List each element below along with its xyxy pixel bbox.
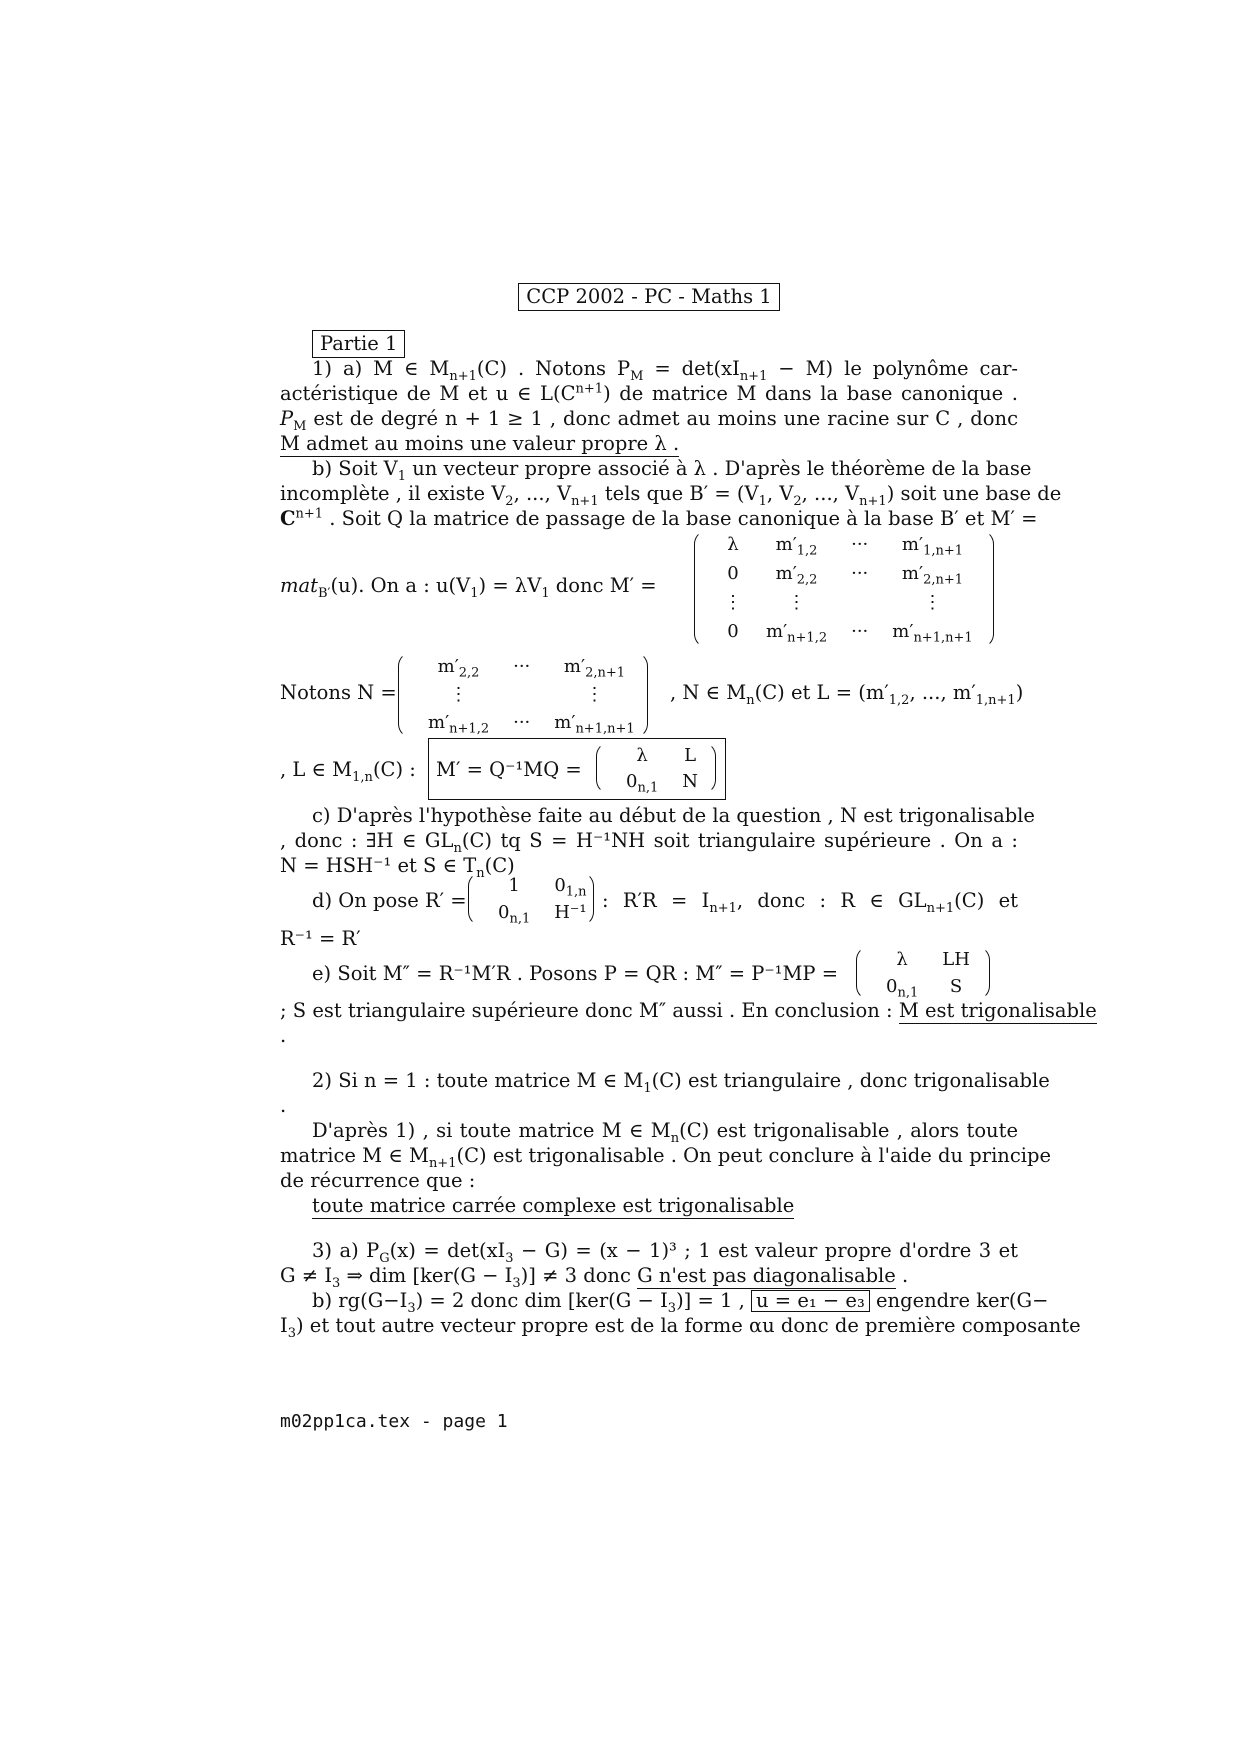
- matrix-cell: [839, 588, 880, 617]
- matrix-row: [712, 617, 985, 646]
- q2-line-3: D'après 1) , si toute matrice M ∈ $M_n(C)$ est trigonalisable , alors toute: [312, 1119, 1018, 1146]
- matrix-cell: 0: [727, 621, 739, 642]
- q3-line-4: $I_3$) et tout autre vecteur propre est de la forme αu donc de première composante: [280, 1314, 1081, 1341]
- matrix-cell: $m'_{1,n+1}$: [901, 534, 964, 559]
- q1b-line-5: Notons N =: [280, 681, 397, 704]
- matrix-cell: $m'_{n+1,2}$: [766, 621, 828, 646]
- q2-result: toute matrice carrée complexe est trigonalisable: [312, 1194, 795, 1217]
- matrix-cell: $0_{1,n}$: [554, 875, 587, 900]
- matrix-N: [398, 652, 648, 738]
- document-title: CCP 2002 - PC - Maths 1: [518, 283, 779, 311]
- matrix-cell: $m'_{n+1,n+1}$: [554, 711, 635, 737]
- q1a-line-1: 1) a) M ∈ $M_{n+1}(C)$ . Notons $P_M = \det(xI_{n+1} - M)$ le polynôme car-: [312, 357, 1018, 384]
- q3-line-1: 3) a) $P_G(x) = \det(xI_3 - G) = (x - 1)^3$ ; 1 est valeur propre d'ordre 3 et: [312, 1239, 1019, 1266]
- q1e-line-1: e) Soit M″ = R⁻¹M′R . Posons P = QR : M″ = P⁻¹MP =: [312, 962, 839, 985]
- q1a-line-3: $P_M$ est de degré n + 1 ≥ 1 , donc admet au moins une racine sur C , donc: [280, 407, 1018, 434]
- q1b-line-5-rest: , N ∈ $M_n(C)$ et $L = (m'_{1,2}$, ..., $m'_{1,n+1}$): [670, 681, 1024, 708]
- matrix-cell: ⋮: [787, 592, 806, 613]
- matrix-cell: λ: [636, 744, 648, 766]
- matrix-cell: ···: [513, 655, 531, 677]
- matrix-cell: ⋮: [923, 592, 942, 613]
- q1d-line-1: d) On pose R′ =: [312, 889, 467, 912]
- matrix-row: [614, 768, 710, 794]
- matrix-cell: LH: [942, 949, 970, 970]
- matrix-cell: $m'_{2,n+1}$: [563, 655, 626, 681]
- q2-line-2: .: [280, 1094, 287, 1117]
- matrix-row: [614, 742, 710, 768]
- q1b-line-6: , L ∈ $M_{1,n}(C)$ :: [280, 758, 416, 785]
- matrix-cell: $m'_{2,2}$: [437, 655, 480, 681]
- matrix-cell: ···: [851, 534, 869, 555]
- matrix-row: [874, 946, 982, 973]
- matrix-cell: λ: [727, 534, 739, 555]
- matrix-cell: $0_{n,1}$: [886, 976, 919, 1001]
- matrix-cell: $m'_{n+1,2}$: [428, 711, 490, 737]
- q1c-line-3: N = HSH⁻¹ et S ∈ $T_n(C)$: [280, 854, 515, 881]
- matrix-row: [416, 708, 647, 736]
- section-heading: Partie 1: [280, 330, 1018, 358]
- result-box-eigenvector: u = e₁ − e₃: [751, 1290, 870, 1312]
- document-header: [280, 283, 1018, 311]
- page-footer: m02pp1ca.tex - page 1: [280, 1411, 508, 1432]
- matrix-R-prime: [468, 872, 594, 926]
- matrix-cell: $m'_{1,2}$: [775, 534, 818, 559]
- matrix-cell: ···: [513, 711, 531, 733]
- matrix-cell: ⋮: [449, 683, 468, 705]
- matrix-row: [416, 680, 647, 708]
- q1a-result: M admet au moins une valeur propre λ .: [280, 432, 680, 455]
- q1c-line-1: c) D'après l'hypothèse faite au début de la question , N est trigonalisable: [312, 804, 1035, 827]
- matrix-row: [874, 973, 982, 1000]
- q1c-line-2: , donc : ∃H ∈ $GL_n(C)$ tq S = H⁻¹NH soit triangulaire supérieure . On a :: [280, 829, 1018, 856]
- matrix-cell: 0: [727, 563, 739, 584]
- q3-line-2: $G \ne I_3$ ⇒ dim $[ker(G - I_3)] \ne 3$ donc G n'est pas diagonalisable .: [280, 1264, 909, 1291]
- q1b-line-4: mat$_{B'}$(u). On a : $u(V_1) = \lambda V_1$ donc M′ =: [280, 574, 657, 601]
- matrix-cell: 1: [508, 875, 520, 896]
- matrix-cell: ···: [851, 563, 869, 584]
- matrix-cell: ···: [851, 621, 869, 642]
- matrix-cell: λ: [896, 949, 908, 970]
- matrix-row: [486, 872, 599, 899]
- q1d-line-1-rest: : $R'R = I_{n+1}$, donc : R ∈ $GL_{n+1}(C)$ et: [602, 889, 1019, 916]
- matrix-row: [712, 588, 985, 617]
- q2-line-5: de récurrence que :: [280, 1169, 476, 1192]
- matrix-cell: $0_{n,1}$: [498, 902, 531, 927]
- matrix-row: [712, 559, 985, 588]
- matrix-cell: $m'_{n+1,n+1}$: [892, 621, 973, 646]
- q3-line-3: b) $rg(G-I_3) = 2$ donc dim $[ker(G - I_3)] = 1$ , u = e₁ − e₃ engendre ker(G−: [312, 1289, 1049, 1316]
- q1b-boxed-formula: M′ = Q⁻¹MQ =: [436, 758, 582, 781]
- matrix-cell: ⋮: [724, 592, 742, 613]
- q1b-line-3: $C^{n+1}$ . Soit Q la matrice de passage de la base canonique à la base B′ et M′ =: [280, 506, 1038, 530]
- matrix-cell: H⁻¹: [554, 902, 587, 923]
- q1e-line-3: .: [280, 1024, 287, 1047]
- matrix-cell: N: [682, 770, 698, 792]
- q2-line-4: matrice M ∈ $M_{n+1}(C)$ est trigonalisable . On peut conclure à l'aide du principe: [280, 1144, 1052, 1171]
- q1b-line-2: incomplète , il existe $V_2$, ..., $V_{n+1}$ tels que $B' = (V_1$, $V_2$, ..., $V_{n+1}$) soit une base de: [280, 482, 1062, 509]
- matrix-M-prime: [694, 530, 994, 648]
- matrix-row: [712, 530, 985, 559]
- matrix-cell: [501, 680, 542, 708]
- q1e-line-2: ; S est triangulaire supérieure donc M″ aussi . En conclusion : M est trigonalisable: [280, 999, 1097, 1022]
- matrix-cell: S: [949, 976, 963, 997]
- matrix-cell: L: [684, 744, 697, 766]
- matrix-block: [596, 742, 716, 794]
- matrix-P: [856, 946, 990, 1000]
- q2-line-1: 2) Si n = 1 : toute matrice M ∈ $M_1(C)$ est triangulaire , donc trigonalisable: [312, 1069, 1050, 1096]
- q1d-line-2: R⁻¹ = R′: [280, 927, 361, 950]
- matrix-cell: $m'_{2,2}$: [775, 563, 818, 588]
- matrix-cell: ⋮: [585, 683, 604, 705]
- q1b-line-1: b) Soit $V_1$ un vecteur propre associé à λ . D'après le théorème de la base: [312, 457, 1032, 484]
- matrix-row: [486, 899, 599, 926]
- matrix-cell: $m'_{2,n+1}$: [901, 563, 964, 588]
- matrix-row: [416, 652, 647, 680]
- matrix-cell: $0_{n,1}$: [626, 770, 659, 796]
- q1a-line-2: actéristique de M et u ∈ $L(C^{n+1})$ de matrice M dans la base canonique .: [280, 381, 1018, 405]
